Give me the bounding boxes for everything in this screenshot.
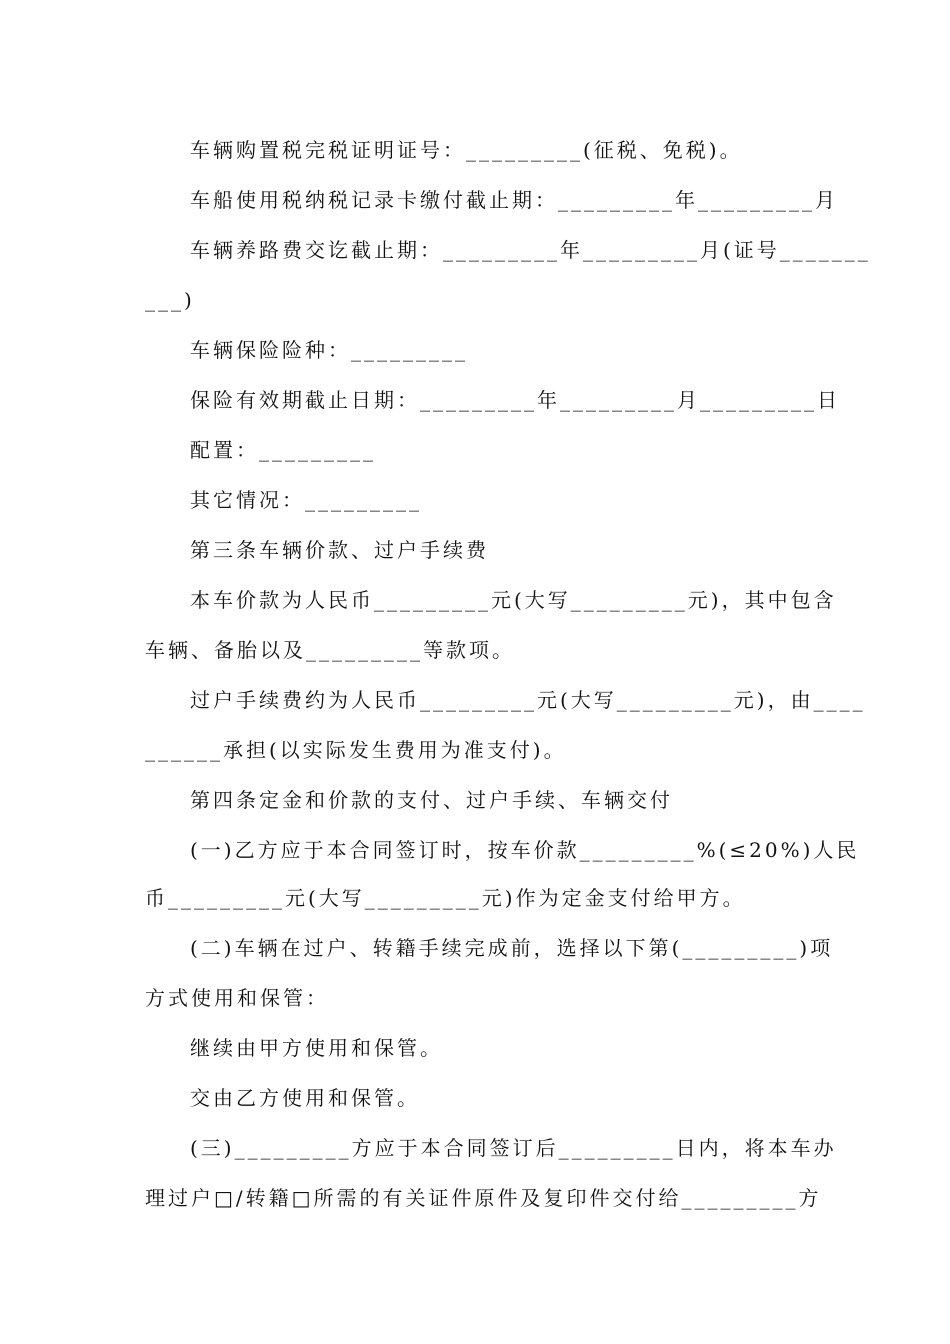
vehicle-price-line-cont: 车辆、备胎以及_________等款项。 — [145, 638, 515, 662]
road-fee-line-cont: ___) — [145, 288, 195, 312]
option-buyer-keeps: 交由乙方使用和保管。 — [190, 1086, 420, 1110]
clause-1-line: (一)乙方应于本合同签订时，按车价款_________%(≤20%)人民 — [190, 838, 860, 862]
clause-3-line: (三)_________方应于本合同签订后_________日内，将本车办 — [190, 1136, 837, 1160]
clause-1-line-cont: 币_________元(大写_________元)作为定金支付给甲方。 — [145, 886, 746, 910]
article-4-heading: 第四条定金和价款的支付、过户手续、车辆交付 — [190, 788, 673, 812]
insurance-type-line: 车辆保险险种：_________ — [190, 338, 468, 362]
clause-3-line-cont: 理过户□/转籍□所需的有关证件原件及复印件交付给_________方 — [145, 1186, 822, 1210]
clause-2-line-cont: 方式使用和保管： — [145, 986, 329, 1010]
vessel-tax-line: 车船使用税纳税记录卡缴付截止期：_________年_________月 — [190, 188, 838, 212]
clause-2-line: (二)车辆在过户、转籍手续完成前，选择以下第(_________)项 — [190, 936, 834, 960]
insurance-expiry-line: 保险有效期截止日期：_________年_________月_________日 — [190, 388, 840, 412]
article-3-heading: 第三条车辆价款、过户手续费 — [190, 538, 489, 562]
vehicle-price-line: 本车价款为人民币_________元(大写_________元)，其中包含 — [190, 588, 837, 612]
purchase-tax-line: 车辆购置税完税证明证号：_________(征税、免税)。 — [190, 138, 743, 162]
other-conditions-line: 其它情况：_________ — [190, 488, 422, 512]
configuration-line: 配置：_________ — [190, 438, 376, 462]
road-fee-line: 车辆养路费交讫截止期：_________年_________月(证号_______ — [190, 238, 871, 262]
transfer-fee-line-cont: ______承担(以实际发生费用为准支付)。 — [145, 738, 567, 762]
transfer-fee-line: 过户手续费约为人民币_________元(大写_________元)，由____ — [190, 688, 866, 712]
option-seller-keeps: 继续由甲方使用和保管。 — [190, 1036, 443, 1060]
